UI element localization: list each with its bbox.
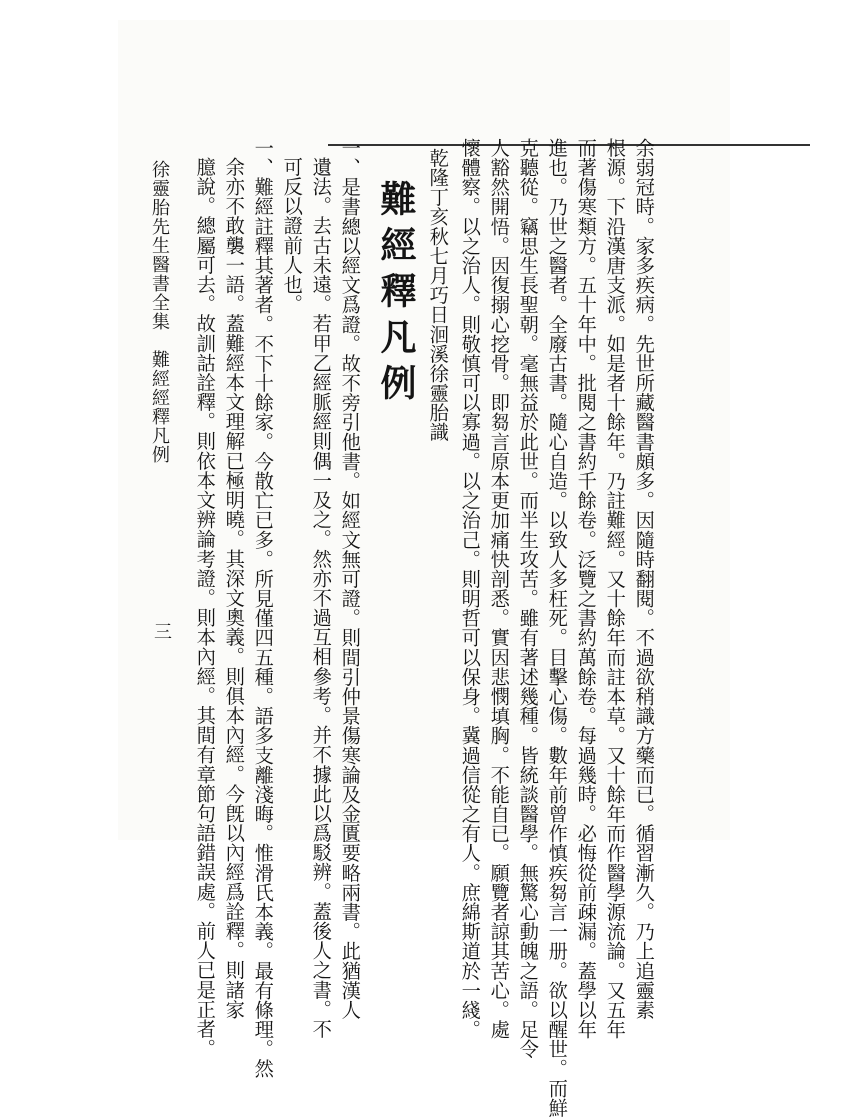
rule-item-line: 臆說。總屬可去。故訓詁詮釋。則依本文辨論考證。則本內經。其間有章節句語錯誤處。前人已是正者。	[193, 157, 217, 1059]
rule-item-line: 可反以證前人也。	[280, 157, 304, 314]
rule-item-line: 余亦不敢襲一語。蓋難經本文理解已極明曉。其深文奧義。則俱本內經。今旣以內經爲詮釋。則諸家	[222, 157, 246, 1019]
book-title: 徐靈胎先生醫書全集 難經經釋凡例	[149, 160, 170, 464]
preface-line: 而著傷寒類方。五十年中。批閱之書約千餘卷。泛覽之書約萬餘卷。每過幾時。必悔從前疎漏。蓋學以年	[574, 138, 598, 1040]
preface-signature: 乾隆丁亥秋七月巧日洄溪徐靈胎識	[426, 148, 450, 442]
preface-line: 人豁然開悟。因復搦心挖骨。即芻言原本更加痛快剖悉。實因悲憫填胸。不能自已。願覽者諒其苦心。處	[487, 138, 511, 1040]
preface-line: 根源。下沿漢唐支派。如是者十餘年。乃註難經。又十餘年而註本草。又十餘年而作醫學源流論。又五年	[603, 138, 627, 1040]
preface-line: 進也。乃世之醫者。全廢古書。隨心自造。以致人多枉死。目擊心傷。數年前曾作慎疾芻言一册。欲以醒世。而鮮	[545, 138, 569, 1118]
rule-item-line: 遺法。去古未遠。若甲乙經脈經則偶一及之。然亦不過互相參考。并不據此以爲駁辨。蓋後人之書。不	[309, 157, 333, 1039]
rule-item-line: 一、難經註釋其著者。不下十餘家。今散亡已多。所見僅四五種。語多支離淺晦。惟滑氏本義。最有條理。然	[251, 138, 275, 1079]
page-number: 三	[151, 622, 172, 641]
preface-line: 克聽從。竊思生長聖朝。毫無益於此世。而半生攻苦。雖有著述幾種。皆統談醫學。無驚心動魄之語。足令	[516, 138, 540, 1059]
rule-item-line: 一、是書總以經文爲證。故不旁引他書。如經文無可證。則間引仲景傷寒論及金匱要略兩書。此猶漢人	[338, 138, 362, 1020]
header-rule	[328, 144, 810, 146]
preface-line: 余弱冠時。家多疾病。先世所藏醫書頗多。因隨時翻閱。不過欲稍識方藥而已。循習漸久。乃上追靈素	[632, 138, 656, 1020]
preface-line: 懷體察。以之治人。則敬慎可以寡過。以之治己。則明哲可以保身。冀過信從之有人。庶綿斯道於一綫。	[458, 138, 482, 1040]
section-title: 難經釋凡例	[375, 180, 417, 410]
